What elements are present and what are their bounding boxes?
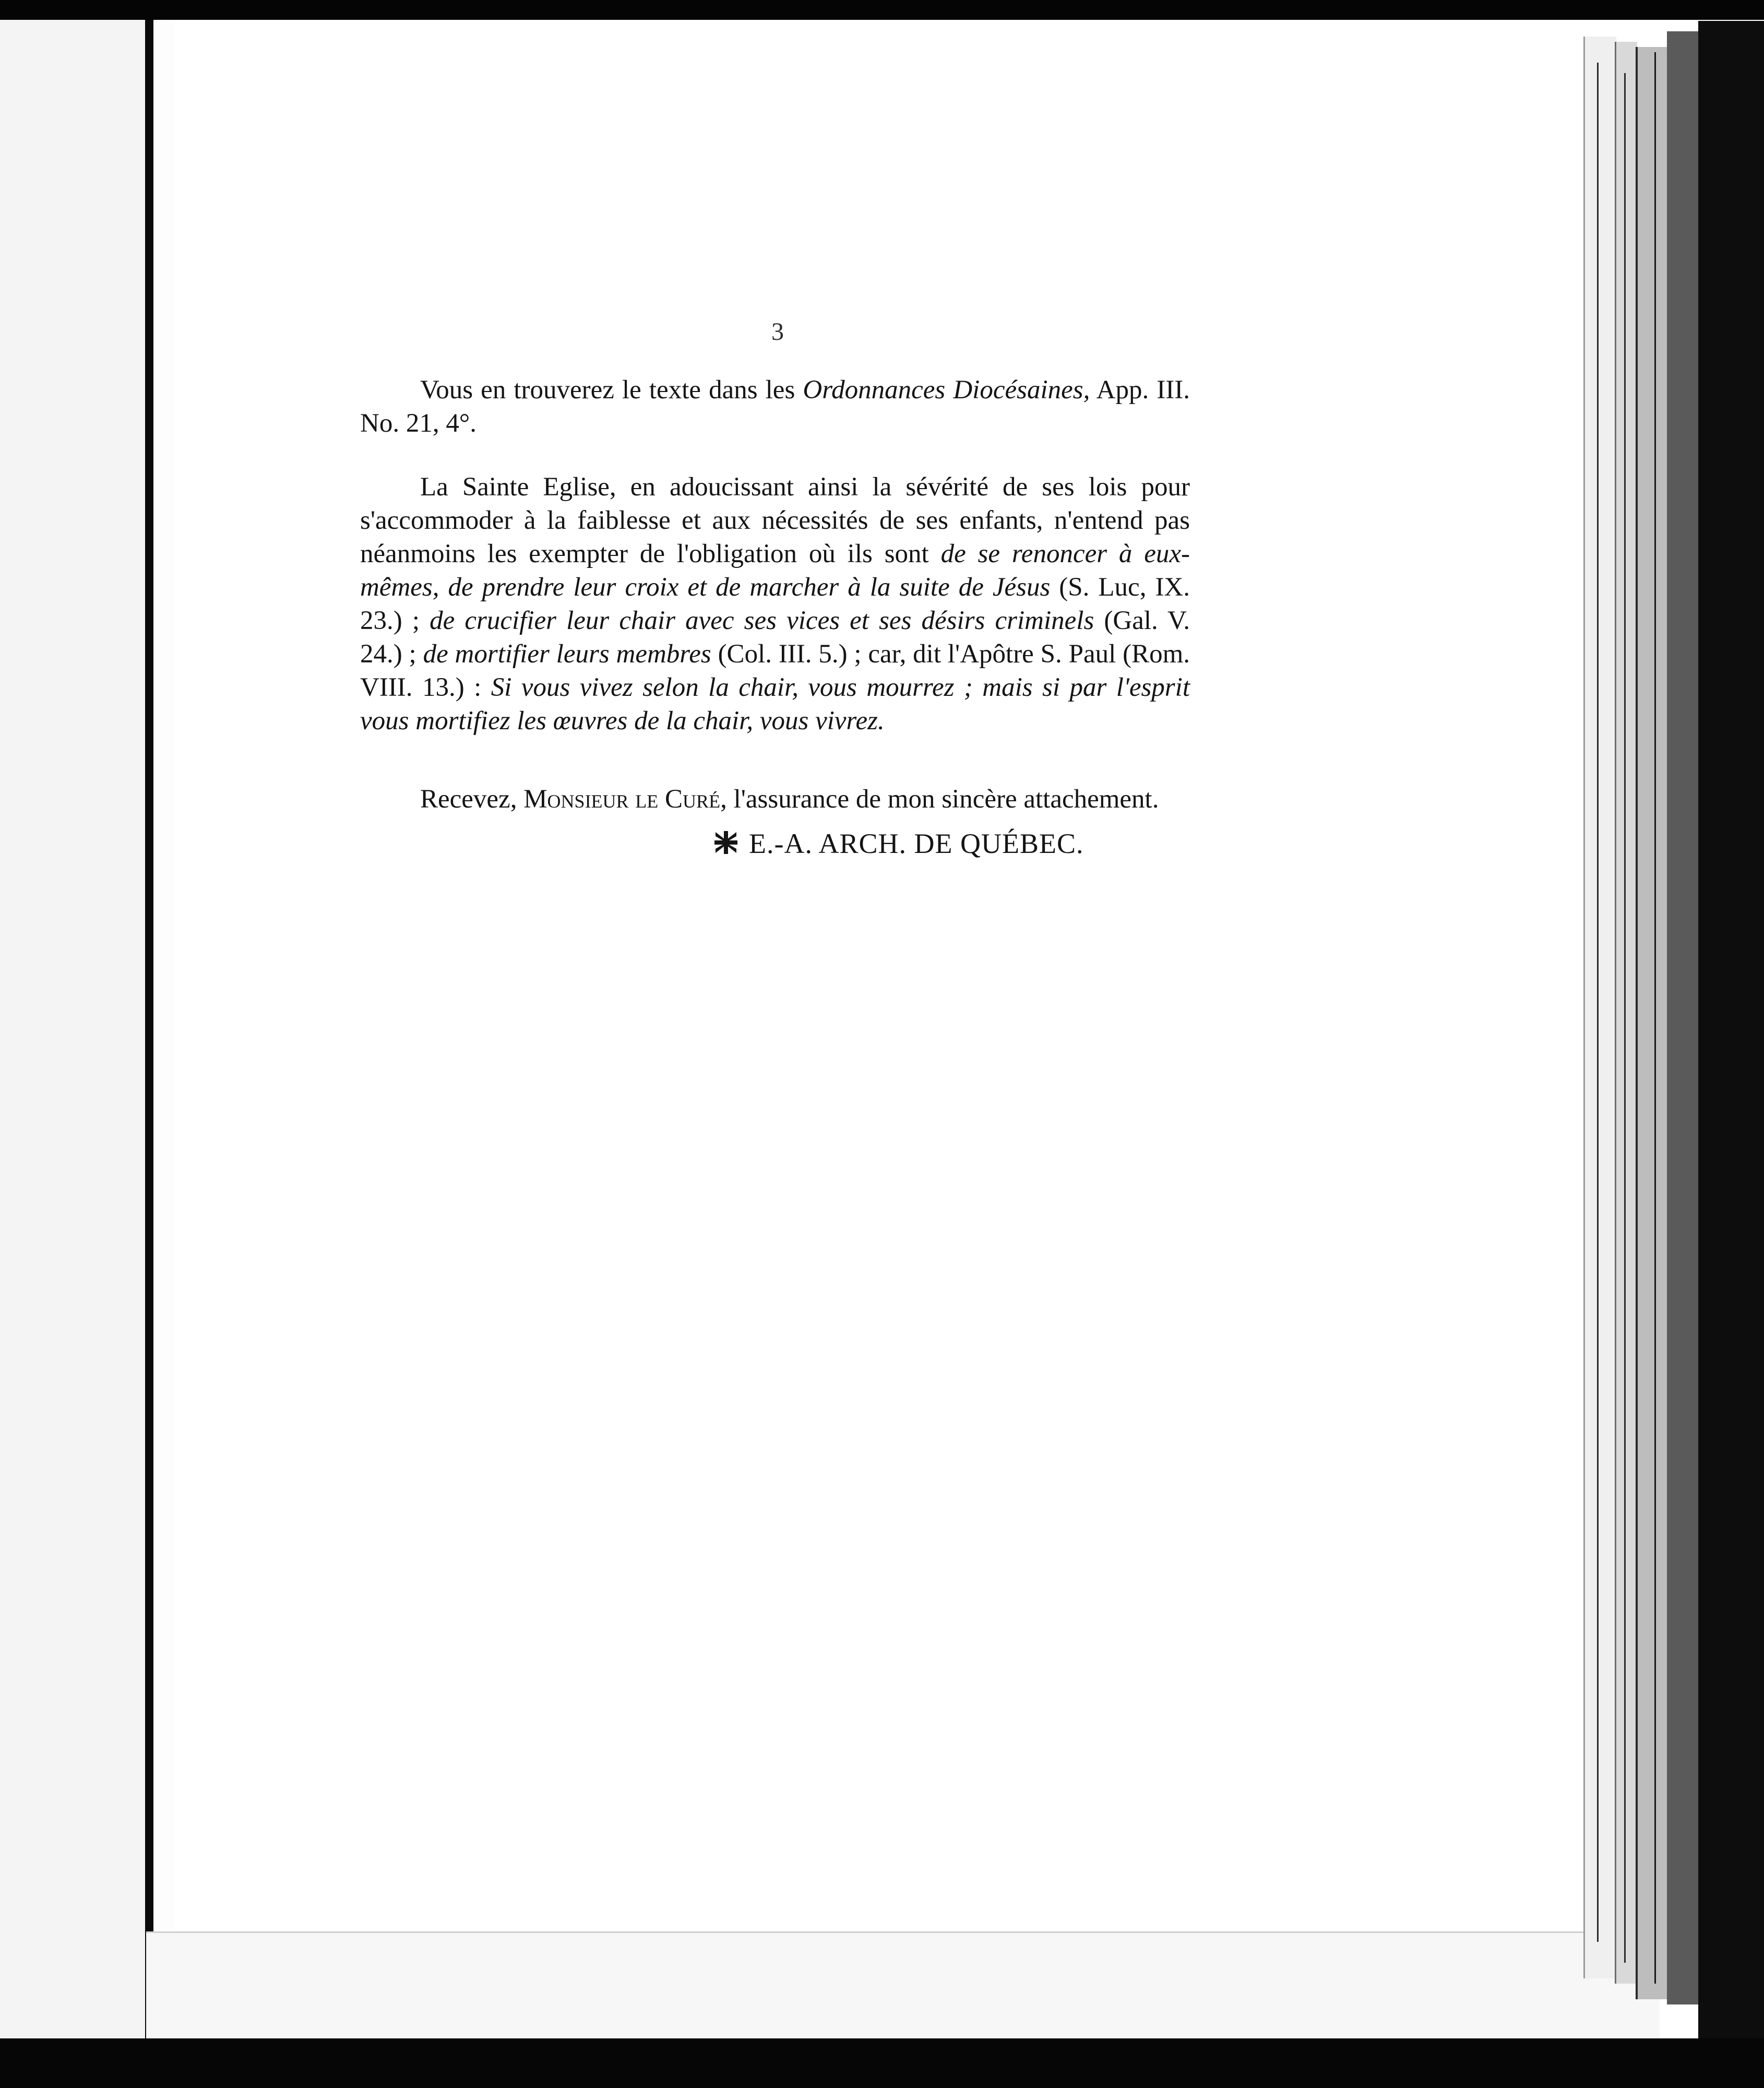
letter-body xyxy=(360,373,1190,816)
book-cover-edge xyxy=(1698,21,1764,2038)
paragraph-2 xyxy=(360,470,1190,738)
paragraph-3 xyxy=(360,782,1190,816)
left-facing-page xyxy=(0,20,145,2038)
small-caps-address: Monsieur le Curé xyxy=(523,785,721,814)
page-stack-edge xyxy=(1636,47,1669,1999)
page-stack-edge xyxy=(1615,42,1637,1984)
text-run: (S. Luc, IX. 23.) ; xyxy=(360,573,1190,635)
signature-text: E.-A. ARCH. DE QUÉBEC. xyxy=(749,828,1084,859)
italic-quotation: de mortifier leurs membres xyxy=(423,639,711,669)
cross-pattee-icon xyxy=(712,829,740,863)
book-gutter xyxy=(153,20,174,2038)
italic-quotation: Si vous vivez selon la chair, vous mourrez ; mais si par l'esprit vous mortifiez les œuvres de la chair, vous vivrez. xyxy=(360,673,1190,735)
italic-reference: Ordonnances Diocésaines, xyxy=(803,375,1090,405)
italic-quotation: de se renoncer à eux-mêmes, de prendre leur croix et de marcher à la suite de Jésus xyxy=(360,539,1190,602)
page-stack-edge xyxy=(1583,37,1616,1978)
signature-line xyxy=(712,827,1193,863)
page-stack-line xyxy=(1654,52,1656,1984)
page-number: 3 xyxy=(771,318,784,346)
text-run: Recevez, xyxy=(420,785,524,814)
text-run: La Sainte Eglise, en adoucissant ainsi la sévérité de ses lois pour s'accommoder à la faiblesse et aux nécessités de ses enfants, n'entend pas néanmoins les exempter de l'obligation où ils sont xyxy=(360,472,1190,568)
page-bottom-fold xyxy=(146,1931,1660,2043)
paragraph-1 xyxy=(360,373,1190,440)
page-stack-line xyxy=(1624,73,1626,1963)
text-run: , l'assurance de mon sincère attachement. xyxy=(720,785,1159,814)
text-run: Vous en trouverez le texte dans les xyxy=(420,375,803,405)
main-page xyxy=(174,20,1583,1899)
text-run: (Col. III. 5.) ; car, dit l'Apôtre S. Paul (Rom. VIII. 13.) : xyxy=(360,639,1190,702)
page-stack-edge xyxy=(1667,31,1698,2004)
scan-top-border xyxy=(0,0,1764,20)
page-stack-line xyxy=(1597,63,1599,1942)
italic-quotation: de crucifier leur chair avec ses vices et ses désirs criminels xyxy=(430,606,1094,635)
left-page-edge xyxy=(145,20,153,2038)
scan-bottom-border xyxy=(0,2038,1764,2088)
text-run: (Gal. V. 24.) ; xyxy=(360,606,1190,669)
text-run: App. III. No. 21, 4°. xyxy=(360,375,1190,438)
